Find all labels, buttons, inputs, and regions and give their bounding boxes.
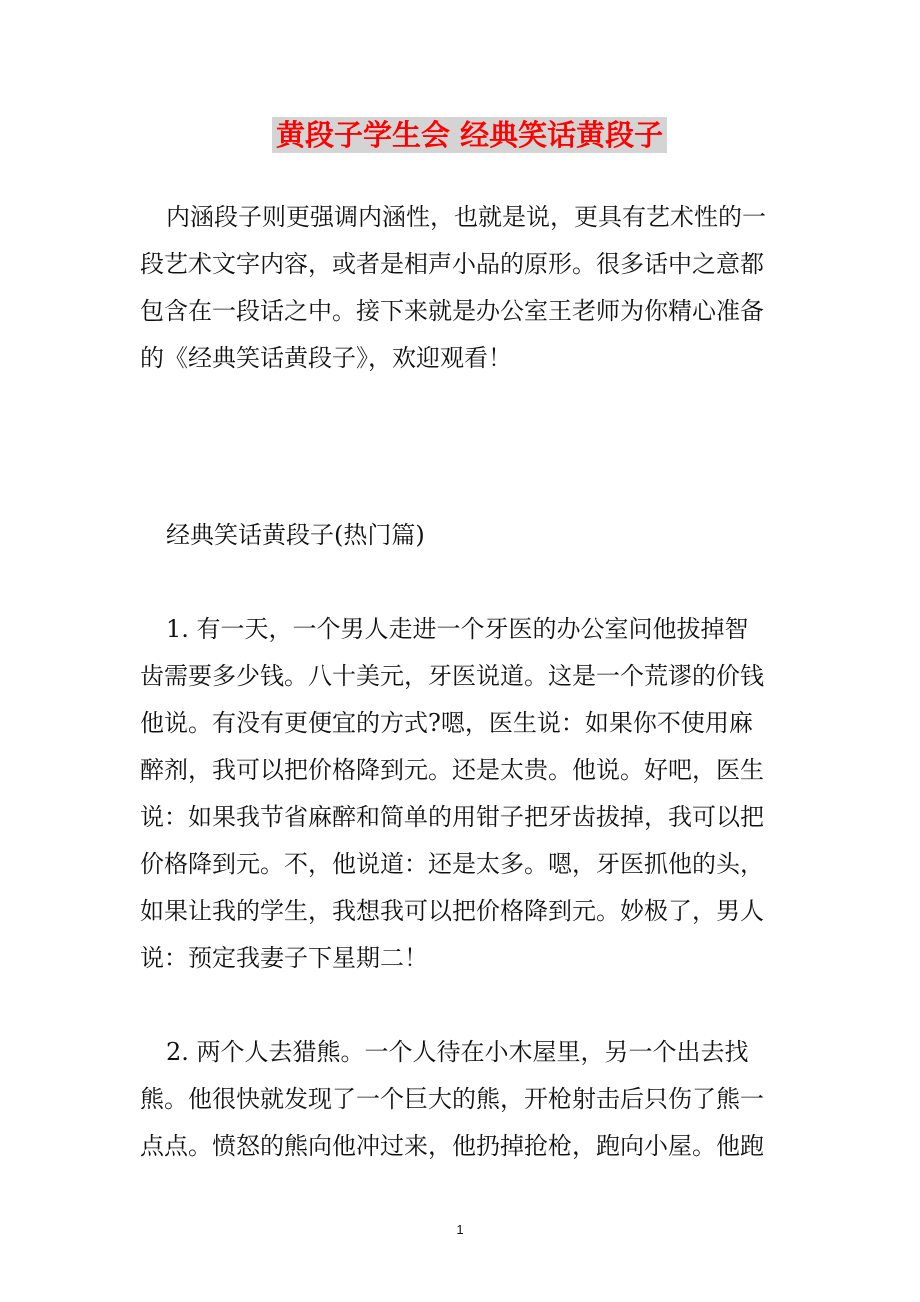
text-line: 点点。愤怒的熊向他冲过来，他扔掉抢枪，跑向小屋。他跑 [140,1132,764,1160]
text-line: 1. 有一天，一个男人走进一个牙医的办公室问他拔掉智 [166,615,749,643]
page-number: 1 [456,1222,464,1237]
text-line: 经典笑话黄段子(热门篇) [166,521,425,549]
text-line: 如果让我的学生，我想我可以把价格降到元。妙极了，男人 [140,897,764,925]
document-title: 黄段子学生会 经典笑话黄段子 [272,117,667,153]
text-line: 齿需要多少钱。八十美元，牙医说道。这是一个荒谬的价钱 [140,662,764,690]
text-line: 段艺术文字内容，或者是相声小品的原形。很多话中之意都 [140,250,764,278]
text-line: 熊。他很快就发现了一个巨大的熊，开枪射击后只伤了熊一 [140,1085,764,1113]
text-line: 说：如果我节省麻醉和简单的用钳子把牙齿拔掉，我可以把 [140,803,764,831]
joke-item-1 [140,606,764,982]
section-heading [140,512,425,559]
text-line: 内涵段子则更强调内涵性，也就是说，更具有艺术性的一 [166,203,766,231]
joke-item-2 [140,1029,764,1170]
text-line: 2. 两个人去猎熊。一个人待在小木屋里，另一个出去找 [166,1038,749,1066]
text-line: 醉剂，我可以把价格降到元。还是太贵。他说。好吧，医生 [140,756,764,784]
text-line: 的《经典笑话黄段子》，欢迎观看！ [140,344,512,372]
text-line: 说：预定我妻子下星期二！ [140,944,428,972]
intro-paragraph [140,194,766,382]
text-line: 价格降到元。不，他说道：还是太多。嗯，牙医抓他的头， [140,850,764,878]
text-line: 他说。有没有更便宜的方式?嗯，医生说：如果你不使用麻 [140,709,753,737]
text-line: 包含在一段话之中。接下来就是办公室王老师为你精心准备 [140,297,764,325]
